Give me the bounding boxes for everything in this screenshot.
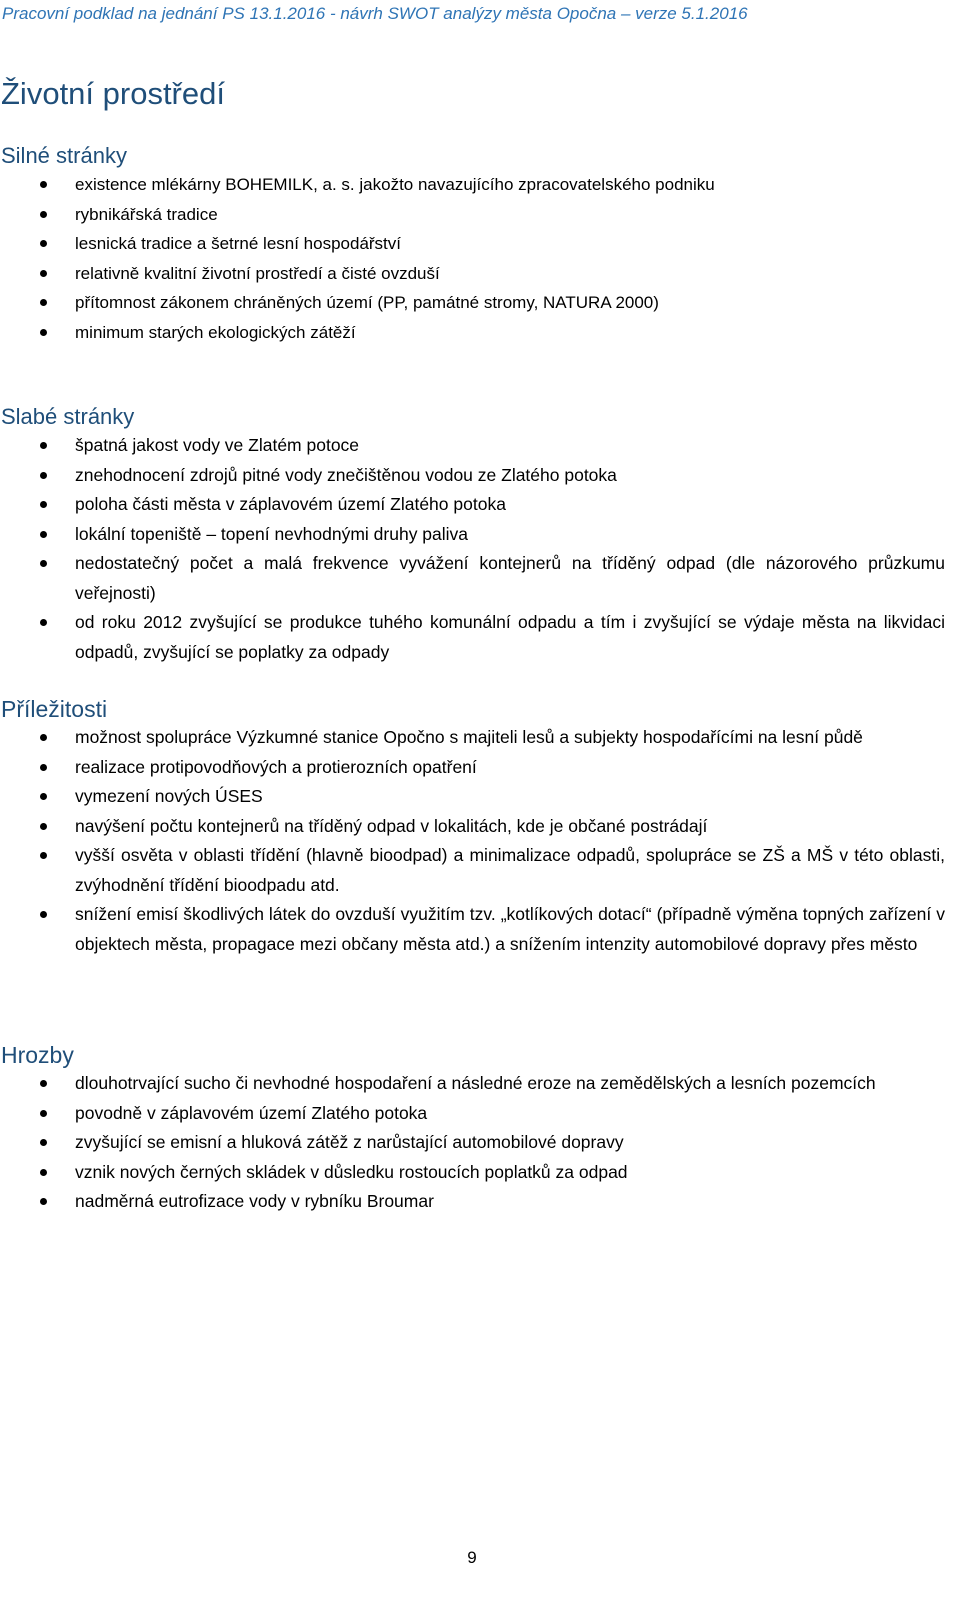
list-item: poloha části města v záplavovém území Zlatého potoka bbox=[1, 490, 945, 520]
list-item: možnost spolupráce Výzkumné stanice Opočno s majiteli lesů a subjekty hospodařícími na lesní půdě bbox=[1, 723, 945, 753]
list-item: vymezení nových ÚSES bbox=[1, 782, 945, 812]
page-title: Životní prostředí bbox=[1, 76, 225, 111]
list-item: povodně v záplavovém území Zlatého potoka bbox=[1, 1099, 945, 1129]
section-threats bbox=[1, 1041, 945, 1217]
bullet-list bbox=[1, 723, 945, 959]
section-heading: Silné stránky bbox=[1, 143, 127, 168]
list-item: špatná jakost vody ve Zlatém potoce bbox=[1, 431, 945, 461]
list-item: snížení emisí škodlivých látek do ovzduší využitím tzv. „kotlíkových dotací“ (případně výměna topných zařízení v objektech města, propagace mezi občany města atd.) a snížením intenzity automobilové dopravy přes město bbox=[1, 900, 945, 959]
list-item: lesnická tradice a šetrné lesní hospodářství bbox=[1, 229, 945, 259]
list-item: minimum starých ekologických zátěží bbox=[1, 318, 945, 348]
list-item: realizace protipovodňových a protierozních opatření bbox=[1, 753, 945, 783]
bullet-list bbox=[1, 1069, 945, 1217]
list-item: lokální topeniště – topení nevhodnými druhy paliva bbox=[1, 520, 945, 550]
list-item: dlouhotrvající sucho či nevhodné hospodaření a následné eroze na zemědělských a lesních pozemcích bbox=[1, 1069, 945, 1099]
list-item: rybnikářská tradice bbox=[1, 200, 945, 230]
list-item: nedostatečný počet a malá frekvence vyvážení kontejnerů na tříděný odpad (dle názorového průzkumu veřejnosti) bbox=[1, 549, 945, 608]
list-item: existence mlékárny BOHEMILK, a. s. jakožto navazujícího zpracovatelského podniku bbox=[1, 170, 945, 200]
section-weaknesses bbox=[1, 403, 945, 667]
list-item: od roku 2012 zvyšující se produkce tuhého komunální odpadu a tím i zvyšující se výdaje města na likvidaci odpadů, zvyšující se poplatky za odpady bbox=[1, 608, 945, 667]
list-item: vznik nových černých skládek v důsledku rostoucích poplatků za odpad bbox=[1, 1158, 945, 1188]
section-heading: Hrozby bbox=[1, 1042, 74, 1068]
section-heading: Příležitosti bbox=[1, 696, 108, 722]
bullet-list bbox=[1, 170, 945, 347]
section-strengths bbox=[1, 142, 945, 347]
list-item: znehodnocení zdrojů pitné vody znečištěnou vodou ze Zlatého potoka bbox=[1, 461, 945, 491]
list-item: přítomnost zákonem chráněných území (PP, památné stromy, NATURA 2000) bbox=[1, 288, 945, 318]
section-opportunities bbox=[1, 695, 945, 959]
section-heading: Slabé stránky bbox=[1, 404, 135, 429]
list-item: nadměrná eutrofizace vody v rybníku Broumar bbox=[1, 1187, 945, 1217]
list-item: relativně kvalitní životní prostředí a čisté ovzduší bbox=[1, 259, 945, 289]
list-item: vyšší osvěta v oblasti třídění (hlavně bioodpad) a minimalizace odpadů, spolupráce se ZŠ a MŠ v této oblasti, zvýhodnění třídění bioodpadu atd. bbox=[1, 841, 945, 900]
page-number: 9 bbox=[467, 1548, 477, 1567]
page-header: Pracovní podklad na jednání PS 13.1.2016 - návrh SWOT analýzy města Opočna – verze 5.1.2016 bbox=[2, 4, 748, 23]
list-item: navýšení počtu kontejnerů na tříděný odpad v lokalitách, kde je občané postrádají bbox=[1, 812, 945, 842]
list-item: zvyšující se emisní a hluková zátěž z narůstající automobilové dopravy bbox=[1, 1128, 945, 1158]
bullet-list bbox=[1, 431, 945, 667]
